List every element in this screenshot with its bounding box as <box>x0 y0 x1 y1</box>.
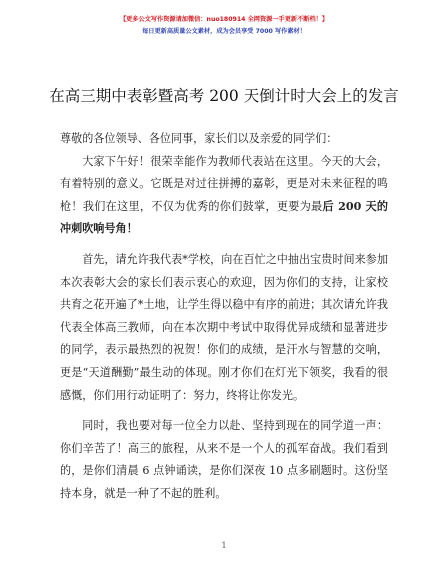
page-number: 1 <box>221 541 227 550</box>
greeting-text: 大家下午好！很荣幸能作为教师代表站在这里。今天的大会，有着特别的意义。它既是对过往拼搏的嘉彰，更是对未来征程的鸣枪！我们在这里，不仅为优秀的你们鼓掌，更要为最 <box>60 154 388 213</box>
paragraph-thanks <box>60 415 388 505</box>
greeting-bold-text: 后 200 天的冲刺吹响号角！ <box>60 199 388 236</box>
welcome-text: 首先，请允许我代表*学校，向在百忙之中抽出宝贵时间来参加本次表彰大会的家长们表示衷心的欢迎，因为你们的支持，让家校共育之花开遍了*土地，让学生得以稳中有序的前进；其次请允许我代表全体高三教师，向在本次期中考试中取得优异成绩和显著进步的同学，表示最热烈的祝贺！你们的成绩，是汗水与智慧的交响，更是“天道酬勤”最生动的体现。刚才你们在灯光下领奖，我看的很感慨，你们用行动证明了：努力，终将让你发光。 <box>60 252 388 402</box>
salutation-text: 尊敬的各位领导、各位同事，家长们以及亲爱的同学们： <box>60 132 338 145</box>
promo-banner-line-1: 【更多公文写作资源请加微信：nuo180914 全网资源一手更新不断档！】 <box>119 16 329 23</box>
document-title: 在高三期中表彰暨高考 200 天倒计时大会上的发言 <box>49 87 399 105</box>
document-body <box>60 128 388 506</box>
paragraph-greeting <box>60 151 388 241</box>
promo-banner-line-2: 每日更新高质量公文素材，成为会员享受 7000 写作素材！ <box>142 28 306 35</box>
paragraph-salutation <box>60 128 388 151</box>
thanks-text: 同时，我也要对每一位全力以赴、坚持到现在的同学道一声：你们辛苦了！高三的旅程，从来不是一个人的孤军奋战。我们看到的，是你们清晨 6 点钟诵读，是你们深夜 10 点多刷题时。这份坚持本身，就是一种了不起的胜利。 <box>60 419 388 500</box>
paragraph-welcome <box>60 249 388 407</box>
